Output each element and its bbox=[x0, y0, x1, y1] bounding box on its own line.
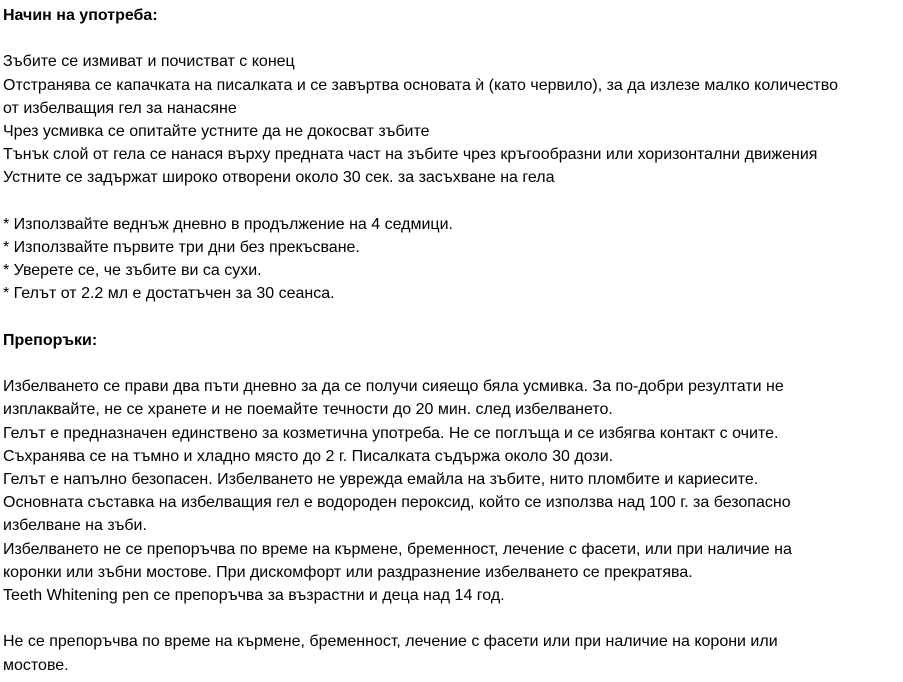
usage-step: Отстранява се капачката на писалката и се завъртва основата ѝ (като червило), за да излезе малко количество bbox=[3, 76, 838, 94]
usage-step: Устните се задържат широко отворени около 30 сек. за засъхване на гела bbox=[3, 169, 555, 187]
recommendation-line: Гелът е предназначен единствено за козметична употреба. Не се поглъща и се избягва контакт с очите. bbox=[3, 424, 779, 442]
spacer bbox=[3, 27, 899, 50]
recommendation-line: изплаквайте, не се хранете и не поемайте течности до 20 мин. след избелването. bbox=[3, 401, 613, 419]
usage-step: Тънък слой от гела се нанася върху предната част на зъбите чрез кръгообразни или хоризонтални движения bbox=[3, 146, 818, 164]
product-instructions-document bbox=[3, 4, 899, 677]
usage-step: от избелващия гел за нанасяне bbox=[3, 99, 237, 117]
usage-note: * Използвайте първите три дни без прекъсване. bbox=[3, 239, 360, 256]
recommendation-line: Teeth Whitening pen се препоръчва за възрастни и деца над 14 год. bbox=[3, 587, 505, 605]
recommendation-line: Основната съставка на избелващия гел е водороден пероксид, който се използва над 100 г. за безопасно bbox=[3, 494, 791, 512]
final-warning-line: мостове. bbox=[3, 656, 69, 674]
usage-notes bbox=[3, 213, 899, 306]
spacer bbox=[3, 306, 899, 329]
usage-note: * Уверете се, че зъбите ви са сухи. bbox=[3, 262, 262, 280]
recommendations-text bbox=[3, 375, 899, 607]
usage-step: Чрез усмивка се опитайте устните да не докосват зъбите bbox=[3, 123, 430, 140]
spacer bbox=[3, 352, 899, 375]
recommendation-line: Съхранява се на тъмно и хладно място до 2 г. Писалката съдържа около 30 дози. bbox=[3, 447, 614, 465]
recommendation-line: Избелването се прави два пъти дневно за да се получи сияещо бяла усмивка. За по-добри резултати не bbox=[3, 378, 784, 396]
recommendation-line: избелване на зъби. bbox=[3, 517, 147, 535]
recommendation-line: Избелването не се препоръчва по време на кърмене, бременност, лечение с фасети, или при наличие на bbox=[3, 540, 792, 558]
usage-steps bbox=[3, 50, 899, 189]
usage-note: * Гелът от 2.2 мл е достатъчен за 30 сеанса. bbox=[3, 285, 335, 303]
recommendations-heading: Препоръки: bbox=[3, 331, 98, 349]
final-warning-line: Не се препоръчва по време на кърмене, бременност, лечение с фасети или при наличие на корони или bbox=[3, 633, 778, 651]
usage-note: * Използвайте веднъж дневно в продължение на 4 седмици. bbox=[3, 215, 453, 233]
spacer bbox=[3, 607, 899, 630]
final-warning bbox=[3, 630, 899, 676]
usage-step: Зъбите се измиват и почистват с конец bbox=[3, 53, 295, 71]
spacer bbox=[3, 190, 899, 213]
usage-heading: Начин на употреба: bbox=[3, 7, 158, 24]
recommendation-line: коронки или зъбни мостове. При дискомфорт или раздразнение избелването се прекратява. bbox=[3, 563, 693, 581]
recommendation-line: Гелът е напълно безопасен. Избелването не уврежда емайла на зъбите, нито пломбите и кариесите. bbox=[3, 471, 759, 488]
